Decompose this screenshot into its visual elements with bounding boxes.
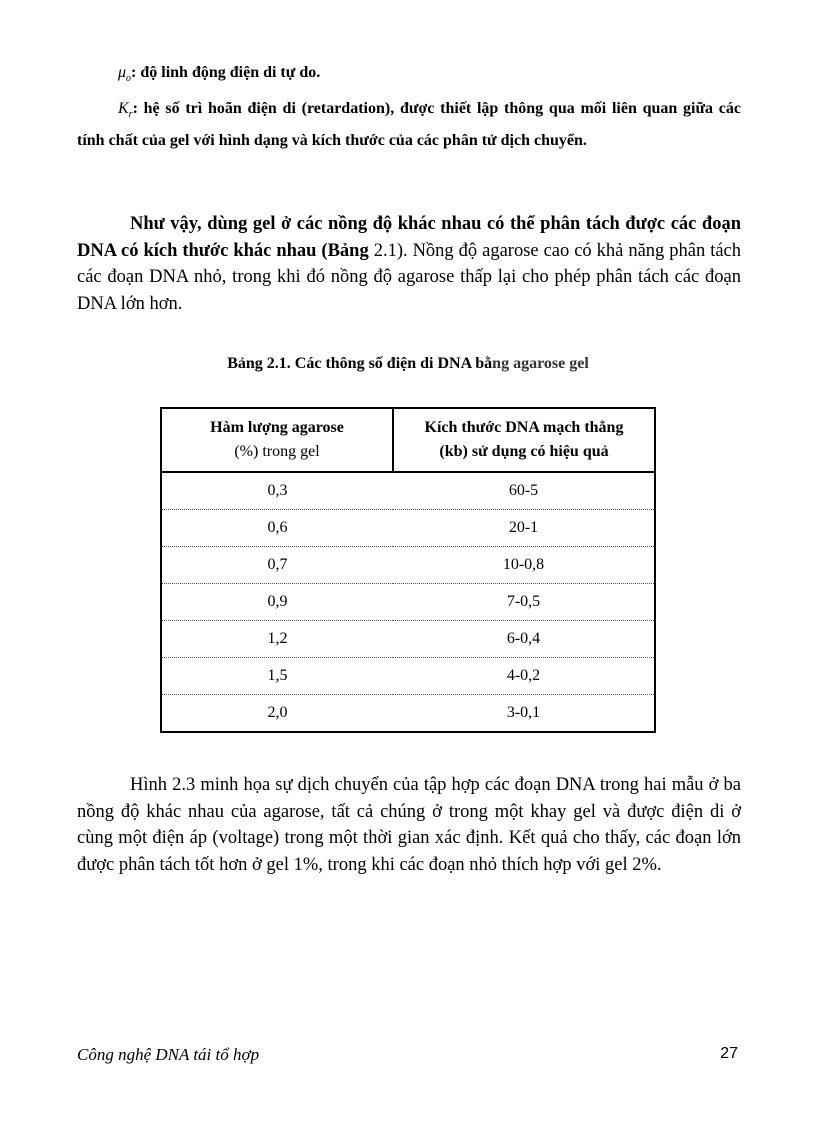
- definition-kr: [77, 96, 741, 154]
- cell-dna-size: 6-0,4: [393, 621, 655, 658]
- footer-book-title: Công nghệ DNA tái tổ hợp: [77, 1045, 260, 1064]
- definition-mu0: [118, 64, 320, 84]
- symbol-mu0: $\mu_o$: [118, 64, 132, 85]
- definition-kr-text: : hệ số trì hoãn điện di (retardation), được thiết lập thông qua mối liên quan giữa các tính chất của gel với hình dạng và kích thước của các phân tử dịch chuyển.: [77, 100, 741, 150]
- table-header-row: [161, 408, 655, 472]
- paragraph-figure-description: Hình 2.3 minh họa sự dịch chuyển của tập hợp các đoạn DNA trong hai mẫu ở ba nồng độ khác nhau của agarose, tất cả chúng ở trong một khay gel và được điện di ở cùng một điện áp (voltage) trong một thời gian xác định. Kết quả cho thấy, các đoạn lớn được phân tách tốt hơn ở gel 1%, trong khi các đoạn nhỏ thích hợp với gel 2%.: [77, 775, 741, 875]
- paragraph1-normal: 2.1). Nồng độ agarose cao có khả năng phân tách các đoạn DNA nhỏ, trong khi đó nồng độ agarose thấp lại cho phép phân tách các đoạn DNA lớn hơn.: [77, 240, 741, 314]
- cell-agarose: 0,3: [161, 472, 393, 510]
- table-row: [161, 584, 655, 621]
- paragraph-gel-concentration: [77, 211, 741, 317]
- header-agarose: Hàm lượng agarose (%) trong gel: [161, 408, 393, 472]
- cell-agarose: 0,7: [161, 547, 393, 584]
- paragraph1-bold: Như vậy, dùng gel ở các nồng độ khác nhau có thể phân tách được các đoạn DNA có kích thước khác nhau (Bảng: [77, 214, 741, 261]
- table-row: [161, 547, 655, 584]
- table-row: [161, 472, 655, 510]
- cell-agarose: 0,9: [161, 584, 393, 621]
- cell-dna-size: 20-1: [393, 510, 655, 547]
- cell-dna-size: 3-0,1: [506, 704, 541, 721]
- table-row: [161, 695, 655, 733]
- cell-dna-size: 60-5: [393, 472, 655, 510]
- table-row: [161, 658, 655, 695]
- header-dna-size: Kích thước DNA mạch thẳng (kb) sử dụng có hiệu quả: [393, 408, 655, 472]
- cell-dna-size: 10-0,8: [393, 547, 655, 584]
- page-number: 27: [720, 1045, 738, 1062]
- cell-agarose: 2,0: [267, 704, 288, 721]
- cell-agarose: 1,5: [161, 658, 393, 695]
- table-caption: Bảng 2.1. Các thông số điện di DNA bằng agarose gel: [227, 355, 589, 372]
- definition-mu0-text: : độ linh động điện di tự do.: [131, 64, 321, 81]
- agarose-parameters-table: [160, 407, 656, 733]
- table-row: [161, 510, 655, 547]
- cell-dna-size: 7-0,5: [393, 584, 655, 621]
- table-row: [161, 621, 655, 658]
- cell-agarose: 1,2: [161, 621, 393, 658]
- cell-agarose: 0,6: [161, 510, 393, 547]
- symbol-kr: $K_r$: [118, 100, 133, 121]
- cell-dna-size: 4-0,2: [393, 658, 655, 695]
